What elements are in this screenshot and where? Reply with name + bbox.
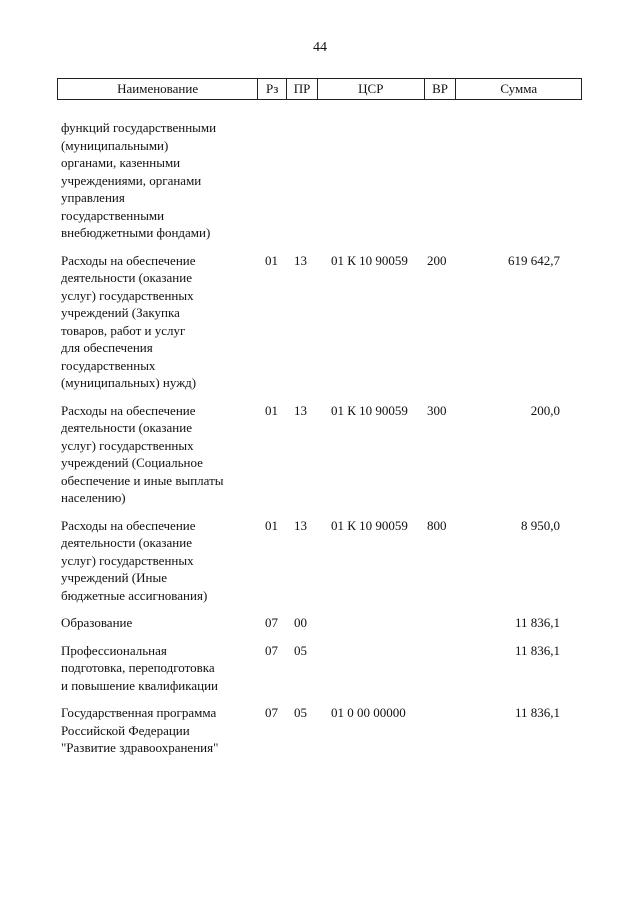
row-name	[57, 402, 258, 507]
row-name-line: деятельности (оказание	[61, 535, 192, 550]
table-header	[57, 78, 582, 100]
row-name-line: для обеспечения	[61, 340, 153, 355]
row-name-line: населению)	[61, 490, 126, 505]
row-name-line: Образование	[61, 615, 133, 630]
table-row	[57, 252, 582, 392]
row-name-line: подготовка, переподготовка	[61, 660, 215, 675]
row-name-line: учреждений (Иные	[61, 570, 167, 585]
row-csr: 01 0 00 00000	[331, 705, 406, 720]
row-name-line: обеспечение и иные выплаты	[61, 472, 224, 488]
row-name-line: (муниципальных) нужд)	[61, 375, 197, 390]
row-vr: 200	[427, 252, 447, 268]
row-name-line: учреждений (Закупка	[61, 305, 180, 320]
row-name-line: (муниципальными)	[61, 137, 169, 153]
row-pr: 05	[294, 705, 307, 720]
row-sum	[457, 119, 582, 242]
row-name-line: учреждений (Социальное	[61, 455, 203, 470]
row-name-line: Российской Федерации	[61, 722, 190, 738]
header-vr: ВР	[425, 79, 457, 99]
header-name: Наименование	[58, 79, 258, 99]
row-sum: 11 836,1	[514, 642, 560, 658]
row-name-line: функций государственными	[61, 120, 217, 135]
row-name-line: учреждениями, органами	[61, 172, 202, 188]
row-vr	[425, 614, 457, 632]
row-name-line: Профессиональная	[61, 642, 167, 658]
header-sum: Сумма	[500, 81, 538, 96]
row-csr: 01 К 10 90059	[331, 252, 408, 268]
row-csr	[318, 119, 425, 242]
row-name-line: услуг) государственных	[61, 437, 194, 453]
row-name	[57, 119, 258, 242]
row-name-line: деятельности (оказание	[61, 420, 192, 435]
row-pr: 13	[294, 252, 307, 268]
row-rz: 01	[265, 252, 278, 268]
row-pr: 13	[294, 402, 307, 418]
table-row	[57, 517, 582, 605]
table-body	[57, 119, 582, 767]
row-name-line: услуг) государственных	[61, 287, 194, 303]
header-pr: ПР	[287, 79, 318, 99]
row-pr: 13	[294, 517, 307, 533]
header-rz: Рз	[258, 79, 287, 99]
row-rz: 01	[265, 517, 278, 533]
row-name-line: Расходы на обеспечение	[61, 517, 196, 533]
page-number: 44	[313, 40, 327, 55]
row-name-line: органами, казенными	[61, 155, 181, 170]
table-row	[57, 402, 582, 507]
row-name	[57, 642, 258, 695]
row-pr: 00	[294, 615, 307, 630]
row-name	[57, 517, 258, 605]
row-name-line: товаров, работ и услуг	[61, 322, 186, 338]
row-sum: 11 836,1	[514, 615, 560, 630]
row-name-line: внебюджетными фондами)	[61, 225, 211, 240]
row-csr	[318, 642, 425, 695]
row-vr	[425, 642, 457, 695]
row-name	[57, 704, 258, 757]
header-csr: ЦСР	[318, 79, 425, 99]
row-name-line: Расходы на обеспечение	[61, 252, 196, 268]
row-vr: 300	[427, 402, 447, 418]
row-name-line: деятельности (оказание	[61, 270, 192, 285]
row-csr: 01 К 10 90059	[331, 517, 408, 533]
row-name-line: "Развитие здравоохранения"	[61, 740, 219, 755]
table-row	[57, 704, 582, 757]
row-name	[57, 252, 258, 392]
row-sum: 11 836,1	[514, 705, 560, 720]
row-sum: 8 950,0	[521, 517, 560, 533]
row-sum: 619 642,7	[508, 252, 560, 268]
table-row	[57, 614, 582, 632]
row-vr	[425, 119, 457, 242]
table-row	[57, 642, 582, 695]
row-csr	[318, 614, 425, 632]
row-sum: 200,0	[530, 402, 560, 418]
row-name-line: государственных	[61, 357, 156, 373]
row-name-line: и повышение квалификации	[61, 677, 219, 693]
row-vr: 800	[427, 517, 447, 533]
row-pr	[287, 119, 318, 242]
row-rz: 07	[265, 642, 278, 658]
table-row	[57, 119, 582, 242]
row-name-line: Расходы на обеспечение	[61, 402, 196, 418]
row-name-line: управления	[61, 190, 125, 205]
row-name	[57, 614, 258, 632]
row-pr: 05	[294, 642, 307, 658]
row-rz	[258, 119, 287, 242]
row-name-line: бюджетные ассигнования)	[61, 587, 208, 603]
row-rz: 07	[265, 615, 278, 630]
row-rz: 01	[265, 402, 278, 418]
row-rz: 07	[265, 705, 278, 720]
row-name-line: услуг) государственных	[61, 552, 194, 568]
row-csr: 01 К 10 90059	[331, 402, 408, 418]
row-name-line: Государственная программа	[61, 705, 217, 720]
row-name-line: государственными	[61, 207, 165, 223]
row-vr	[425, 704, 457, 757]
